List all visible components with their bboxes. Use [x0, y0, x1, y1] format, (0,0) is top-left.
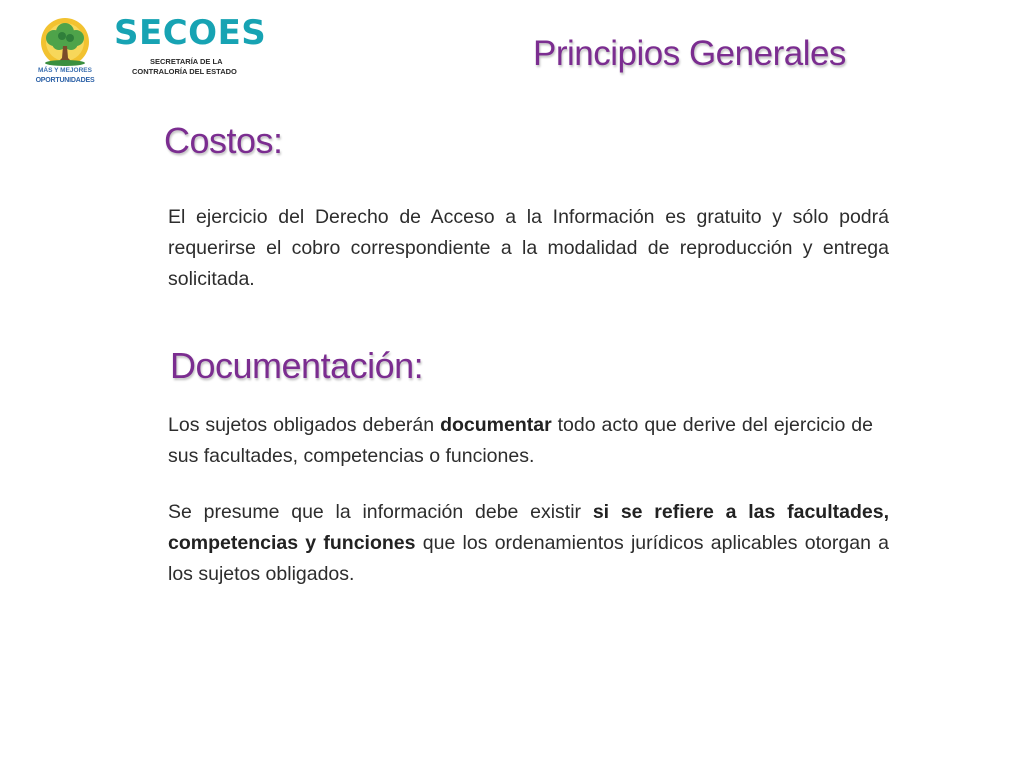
secoes-subtitle-line1: SECRETARÍA DE LA — [150, 57, 223, 66]
paragraph-text: Se presume que la información debe existir — [168, 501, 593, 523]
documentacion-paragraph-2 — [168, 497, 889, 590]
documentacion-heading: Documentación: — [170, 345, 424, 386]
secoes-wordmark: SECOES — [114, 13, 267, 53]
logo-tagline-line2: OPORTUNIDADES — [35, 77, 95, 84]
costos-paragraph: El ejercicio del Derecho de Acceso a la Información es gratuito y sólo podrá requerirse el cobro correspondiente a la modalidad de reproducción y entrega solicitada. — [168, 206, 889, 290]
secoes-logo — [114, 13, 267, 80]
slide-title: Principios Generales — [533, 34, 846, 73]
paragraph-text: que los ordenamientos jurídicos aplicables otorgan a los sujetos obligados. — [168, 532, 890, 585]
paragraph-text: Los sujetos obligados deberán — [168, 414, 441, 436]
secoes-subtitle-line2: CONTRALORÍA DEL ESTADO — [132, 67, 237, 76]
paragraph-text: todo acto que derive del ejercicio de sus facultades, competencias o funciones. — [168, 414, 873, 467]
state-tree-logo — [28, 16, 102, 86]
tree-sun-icon — [28, 16, 102, 68]
bold-text: si se refiere a las facultades, competencias y funciones — [168, 501, 889, 554]
costos-heading: Costos: — [164, 120, 283, 161]
documentacion-paragraph-1 — [168, 410, 873, 472]
logo-tagline-line1: MÁS Y MEJORES — [38, 67, 92, 74]
bold-text: documentar — [440, 414, 552, 436]
